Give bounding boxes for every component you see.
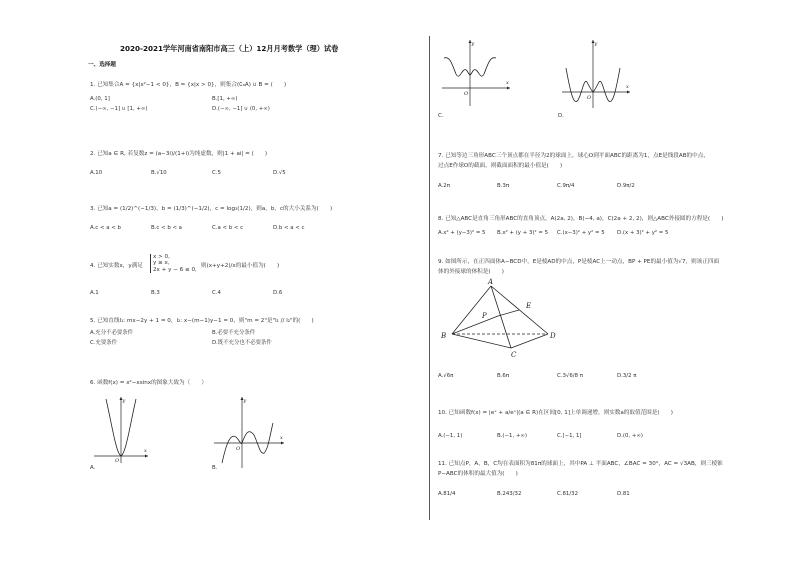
q6a-origin-label: O bbox=[115, 458, 120, 464]
q9-vertex-a: A bbox=[488, 278, 494, 286]
section-heading: 一、选择题 bbox=[88, 62, 116, 68]
q7-option-a[interactable]: A.2π bbox=[438, 183, 450, 189]
q4-stem: 4. 已知实数x，y满足 bbox=[90, 263, 143, 269]
q6-graph-c[interactable] bbox=[440, 38, 512, 110]
q9-point-p: P bbox=[482, 312, 487, 320]
q6-stem: 6. 函数f(x) = x²−xsinx的图象大致为（ ） bbox=[90, 380, 208, 386]
column-divider bbox=[429, 36, 430, 520]
q3-option-c[interactable]: C.a < b < c bbox=[212, 225, 244, 231]
q9-stem-line1: 9. 如图所示，在正四面体A−BCD中，E是棱AD的中点，P是棱AC上一动点，BP + PE的最小值为√7，则该正四面 bbox=[438, 259, 720, 265]
q6c-x-label: x bbox=[506, 80, 509, 86]
q1-stem: 1. 已知集合A = {x|x²−1 < 0}，B = {x|x > 0}，则集合(∁ₐA) ∪ B = ( ) bbox=[90, 82, 287, 88]
q2-option-c[interactable]: C.5 bbox=[212, 170, 221, 176]
q4-option-d[interactable]: D.6 bbox=[273, 290, 283, 296]
q6-option-c[interactable]: C. bbox=[438, 113, 444, 119]
q10-option-c[interactable]: C.[−1, 1] bbox=[557, 433, 582, 439]
q4-option-a[interactable]: A.1 bbox=[90, 290, 99, 296]
q11-option-a[interactable]: A.81/4 bbox=[438, 491, 456, 497]
q6b-x-label: x bbox=[280, 435, 283, 441]
q4-option-c[interactable]: C.4 bbox=[212, 290, 221, 296]
q7-option-c[interactable]: C.9π/4 bbox=[557, 183, 575, 189]
q9-point-e: E bbox=[526, 302, 532, 310]
q11-option-d[interactable]: D.81 bbox=[617, 491, 630, 497]
q11-option-b[interactable]: B.243/32 bbox=[497, 491, 522, 497]
q10-option-d[interactable]: D.(0, +∞) bbox=[617, 433, 643, 439]
q9-option-a[interactable]: A.√6π bbox=[438, 373, 454, 379]
q2-option-b[interactable]: B.√10 bbox=[151, 170, 167, 176]
q9-vertex-c: C bbox=[511, 351, 517, 359]
q6c-y-label: y bbox=[471, 41, 475, 47]
q6b-origin-label: O bbox=[236, 446, 241, 452]
q3-option-a[interactable]: A.c < a < b bbox=[90, 225, 121, 231]
q6-graph-a[interactable] bbox=[92, 395, 150, 465]
q7-stem-line2: 过点E作球O的截面，则截面面积的最小值是( ) bbox=[438, 163, 563, 169]
q3-option-b[interactable]: B.c < b < a bbox=[151, 225, 182, 231]
q7-option-d[interactable]: D.9π/2 bbox=[617, 183, 635, 189]
q3-option-d[interactable]: D.b < a < c bbox=[273, 225, 305, 231]
q8-option-b[interactable]: B.x² + (y + 3)² = 5 bbox=[497, 230, 549, 236]
q4-constraint-system bbox=[150, 254, 197, 273]
q6-option-d[interactable]: D. bbox=[558, 113, 564, 119]
q11-stem-line1: 11. 已知点P，A，B，C均在表面积为81π的球面上，其中PA ⊥ 平面ABC，∠BAC = 30°，AC = √3AB，则三棱锥 bbox=[438, 461, 723, 467]
q11-stem-line2: P−ABC的体积的最大值为( ) bbox=[438, 471, 518, 477]
q8-stem: 8. 已知△ABC是直角三角形ABC的直角顶点，A(2a, 2)，B(−4, a)，C(2a + 2, 2)，则△ABC外接圆的方程是( ) bbox=[438, 216, 724, 222]
q6a-y-label: y bbox=[122, 398, 126, 404]
q4-constraint-1: x > 0, bbox=[153, 254, 170, 260]
q1-option-a[interactable]: A.(0, 1] bbox=[90, 96, 110, 102]
q4-constraint-2: y ≥ x, bbox=[153, 260, 170, 267]
q4-stem-tail: 则(x+y+2)/x的最小值为( ) bbox=[201, 263, 280, 269]
q6d-x-label: x bbox=[626, 84, 629, 90]
q6-graph-b[interactable] bbox=[212, 395, 287, 470]
q5-option-d[interactable]: D.既不充分也不必要条件 bbox=[212, 340, 272, 346]
q3-stem: 3. 已知a = (1/2)^(−1/3)，b = (1/3)^(−1/2)，c = log₃(1/2)，则a，b，c的大小关系为( ) bbox=[90, 206, 333, 212]
q8-option-d[interactable]: D.(x + 3)² + y² = 5 bbox=[617, 230, 669, 236]
q4-constraint-3: 2x + y − 6 ≤ 0, bbox=[153, 266, 197, 273]
q9-option-c[interactable]: C.3√6/8 π bbox=[557, 373, 583, 379]
q1-option-c[interactable]: C.(−∞, −1] ∪ [1, +∞) bbox=[90, 106, 148, 112]
q4-option-b[interactable]: B.3 bbox=[151, 290, 160, 296]
q1-option-b[interactable]: B.[1, +∞) bbox=[212, 96, 238, 102]
q5-option-b[interactable]: B.必要不充分条件 bbox=[212, 330, 256, 336]
q1-option-d[interactable]: D.(−∞, −1] ∪ (0, +∞) bbox=[212, 106, 270, 112]
q6-graph-d[interactable] bbox=[560, 38, 632, 110]
q9-option-d[interactable]: D.3/2 π bbox=[617, 373, 637, 379]
page-title: 2020-2021学年河南省南阳市高三（上）12月月考数学（理）试卷 bbox=[120, 44, 339, 53]
q5-option-c[interactable]: C.充要条件 bbox=[90, 340, 118, 346]
q7-option-b[interactable]: B.3π bbox=[497, 183, 510, 189]
q2-stem: 2. 已知a ∈ R, 若复数z = (a−3i)/(1+i)为纯虚数，则|1 + ai| = ( ) bbox=[90, 151, 268, 157]
q5-stem: 5. 已知直线l₁: mx−2y + 1 = 0，l₂: x−(m−1)y−1 = 0，则"m = 2"是"l₁ // l₂"的( ) bbox=[90, 318, 314, 324]
q6-option-a[interactable]: A. bbox=[90, 465, 96, 471]
q6b-y-label: y bbox=[243, 398, 247, 404]
q9-stem-line2: 体的外接球的体积是( ) bbox=[438, 269, 504, 275]
q6d-y-label: y bbox=[594, 41, 598, 47]
q6-option-b[interactable]: B. bbox=[212, 465, 218, 471]
q8-option-c[interactable]: C.(x−3)² + y² = 5 bbox=[557, 230, 605, 236]
q7-stem-line1: 7. 已知等边三角形ABC三个顶点都在半径为2的球面上，球心O到平面ABC的距离为1，点E是线段AB的中点， bbox=[438, 153, 709, 159]
q6c-origin-label: O bbox=[464, 91, 469, 97]
q5-option-a[interactable]: A.充分不必要条件 bbox=[90, 330, 134, 336]
q9-vertex-b: B bbox=[441, 332, 447, 340]
q2-option-d[interactable]: D.√5 bbox=[273, 170, 286, 176]
q9-option-b[interactable]: B.6π bbox=[497, 373, 510, 379]
q8-option-a[interactable]: A.x² + (y−3)² = 5 bbox=[438, 230, 486, 236]
q10-option-b[interactable]: B.(−1, +∞) bbox=[497, 433, 527, 439]
q9-tetrahedron-figure bbox=[436, 278, 576, 360]
q2-option-a[interactable]: A.10 bbox=[90, 170, 103, 176]
q10-option-a[interactable]: A.(−1, 1) bbox=[438, 433, 463, 439]
q9-vertex-d: D bbox=[550, 332, 556, 340]
q10-stem: 10. 已知函数f(x) = |eˣ + a/eˣ|(a ∈ R)在区间[0, 1]上单调递增，则实数a的取值范围是( ) bbox=[438, 410, 673, 416]
q11-option-c[interactable]: C.81/32 bbox=[557, 491, 579, 497]
q6a-x-label: x bbox=[144, 448, 147, 454]
q6d-origin-label: O bbox=[587, 95, 592, 101]
